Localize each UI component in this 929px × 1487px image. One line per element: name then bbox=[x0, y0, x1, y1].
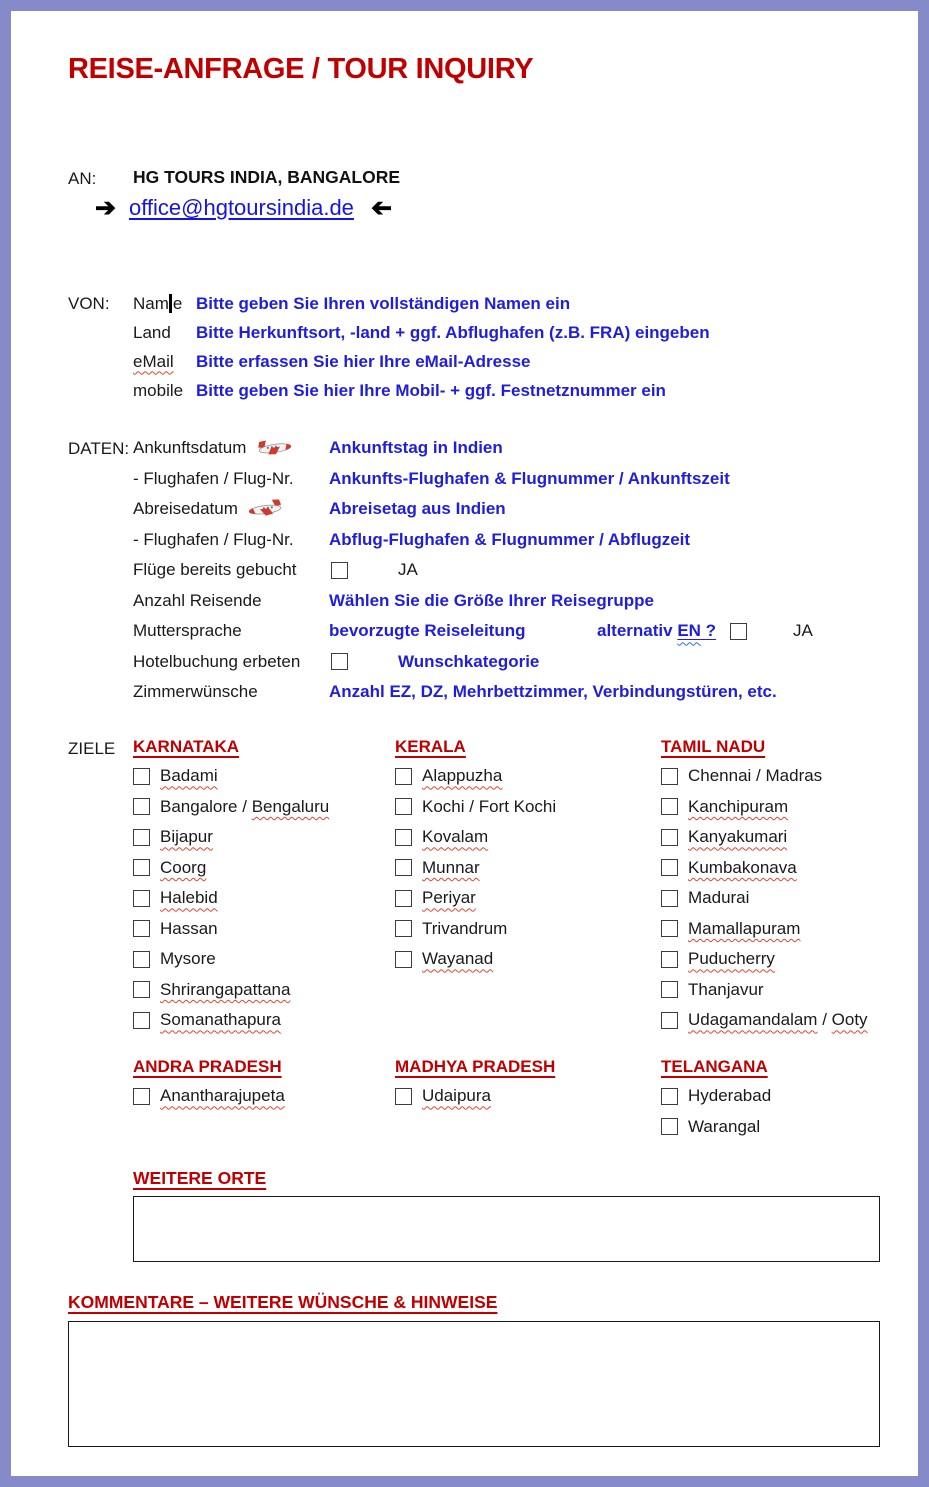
misspelled-word: Anantharajupeta bbox=[160, 1086, 285, 1106]
daten-row bbox=[133, 555, 813, 586]
misspelled-word: Bengaluru bbox=[251, 796, 330, 816]
checkbox[interactable] bbox=[395, 768, 412, 785]
field-label-text: - Flughafen / Flug-Nr. bbox=[133, 529, 294, 549]
checkbox[interactable] bbox=[730, 623, 747, 640]
misspelled-word: Kumbakonava bbox=[688, 857, 797, 877]
checkbox[interactable] bbox=[133, 951, 150, 968]
field-label-text: Zimmerwünsche bbox=[133, 682, 258, 702]
section-label-ziele: ZIELE bbox=[68, 739, 116, 758]
destinations-band-2 bbox=[133, 1057, 923, 1167]
weitere-orte-heading: WEITERE ORTE bbox=[133, 1168, 267, 1188]
alt-term: EN ? bbox=[677, 621, 717, 641]
checkbox[interactable] bbox=[661, 768, 678, 785]
destination-group bbox=[661, 1057, 919, 1142]
alt-term-word: EN bbox=[677, 621, 701, 641]
field-label-text: Flüge bereits gebucht bbox=[133, 560, 297, 580]
destination-group-header: MADHYA PRADESH bbox=[395, 1057, 556, 1076]
misspelled-word: Wayanad bbox=[422, 949, 494, 969]
destination-label bbox=[422, 858, 480, 878]
word: Chennai / Madras bbox=[688, 766, 823, 786]
checkbox[interactable] bbox=[661, 1012, 678, 1029]
destination-group-header: TAMIL NADU bbox=[661, 737, 766, 756]
checkbox[interactable] bbox=[661, 890, 678, 907]
yes-label: JA bbox=[398, 560, 418, 580]
field-hint: Wählen Sie die Größe Ihrer Reisegruppe bbox=[329, 590, 654, 610]
checkbox[interactable] bbox=[395, 859, 412, 876]
checkbox[interactable] bbox=[395, 798, 412, 815]
checkbox[interactable] bbox=[133, 890, 150, 907]
checkbox[interactable] bbox=[133, 798, 150, 815]
field-label bbox=[133, 682, 329, 702]
field-hint: Abreisetag aus Indien bbox=[329, 499, 506, 519]
destination-label bbox=[688, 858, 797, 878]
field-hint: Bitte geben Sie hier Ihre Mobil- + ggf. Festnetznummer ein bbox=[196, 380, 666, 400]
destination-label bbox=[688, 980, 764, 1000]
misspelled-word: Coorg bbox=[160, 857, 207, 877]
checkbox[interactable] bbox=[661, 951, 678, 968]
alt-language bbox=[597, 621, 716, 641]
checkbox[interactable] bbox=[133, 920, 150, 937]
arrow-left-icon: ➔ bbox=[370, 193, 392, 222]
von-row bbox=[133, 347, 710, 376]
field-label bbox=[133, 469, 329, 489]
destination-label bbox=[422, 949, 493, 969]
daten-rows bbox=[133, 433, 813, 708]
misspelled-word: Badami bbox=[160, 766, 218, 786]
daten-row bbox=[133, 525, 813, 556]
checkbox[interactable] bbox=[133, 1012, 150, 1029]
checkbox[interactable] bbox=[395, 920, 412, 937]
destination-item bbox=[395, 944, 653, 975]
field-label: Land bbox=[133, 322, 171, 342]
daten-row bbox=[133, 647, 813, 678]
destination-item bbox=[133, 853, 391, 884]
daten-row bbox=[133, 677, 813, 708]
destination-item bbox=[395, 1081, 653, 1112]
field-label-text: Muttersprache bbox=[133, 621, 242, 641]
text-cursor bbox=[169, 294, 172, 313]
checkbox[interactable] bbox=[661, 981, 678, 998]
field-hint: bevorzugte Reiseleitung bbox=[329, 621, 526, 641]
destination-item bbox=[661, 944, 919, 975]
word: Hassan bbox=[160, 918, 218, 938]
destination-item bbox=[661, 914, 919, 945]
field-label-text: Abreisedatum bbox=[133, 499, 238, 519]
field-hint: Ankunftstag in Indien bbox=[329, 438, 503, 458]
von-row bbox=[133, 376, 710, 405]
checkbox[interactable] bbox=[661, 859, 678, 876]
destination-label bbox=[160, 949, 216, 969]
von-row bbox=[133, 289, 710, 318]
destination-item bbox=[661, 883, 919, 914]
field-label-text: Hotelbuchung erbeten bbox=[133, 651, 301, 671]
checkbox[interactable] bbox=[133, 829, 150, 846]
recipient-label: AN: bbox=[68, 169, 97, 188]
destination-group-header: TELANGANA bbox=[661, 1057, 768, 1076]
misspelled-word: Bijapur bbox=[160, 827, 213, 847]
destination-item bbox=[133, 792, 391, 823]
misspelled-word: Kanchipuram bbox=[688, 796, 789, 816]
checkbox[interactable] bbox=[661, 920, 678, 937]
destinations-band-1 bbox=[133, 737, 923, 1047]
misspelled-word: Kanyakumari bbox=[688, 827, 788, 847]
word: Warangal bbox=[688, 1116, 761, 1136]
kommentare-textbox[interactable] bbox=[68, 1321, 880, 1447]
misspelled-word: Munnar bbox=[422, 857, 480, 877]
von-rows bbox=[133, 289, 710, 405]
destination-item bbox=[133, 1005, 391, 1036]
destination-item bbox=[133, 975, 391, 1006]
destination-item bbox=[661, 853, 919, 884]
field-hint: Bitte Herkunftsort, -land + ggf. Abflughafen (z.B. FRA) eingeben bbox=[196, 322, 710, 342]
word: Thanjavur bbox=[688, 979, 764, 999]
daten-row bbox=[133, 586, 813, 617]
destination-label bbox=[688, 949, 775, 969]
recipient-name: HG TOURS INDIA, BANGALORE bbox=[133, 167, 401, 187]
misspelled-word: Periyar bbox=[422, 888, 476, 908]
field-label: eMail bbox=[133, 351, 174, 371]
field-hint: Ankunfts-Flughafen & Flugnummer / Ankunftszeit bbox=[329, 468, 730, 488]
daten-row bbox=[133, 464, 813, 495]
destination-item bbox=[661, 822, 919, 853]
destination-label bbox=[160, 827, 213, 847]
checkbox[interactable] bbox=[133, 859, 150, 876]
checkbox[interactable] bbox=[395, 829, 412, 846]
checkbox[interactable] bbox=[661, 798, 678, 815]
yes-label: JA bbox=[793, 621, 813, 641]
destination-label bbox=[422, 919, 507, 939]
email-link[interactable]: office@hgtoursindia.de bbox=[128, 195, 354, 220]
kommentare-heading: KOMMENTARE – WEITERE WÜNSCHE & HINWEISE bbox=[68, 1292, 498, 1312]
destination-label bbox=[422, 1086, 491, 1106]
destination-label bbox=[160, 797, 329, 817]
destination-item bbox=[395, 761, 653, 792]
field-label-text: - Flughafen / Flug-Nr. bbox=[133, 468, 294, 488]
destination-item bbox=[133, 944, 391, 975]
misspelled-word: Puducherry bbox=[688, 949, 775, 969]
word: Madurai bbox=[688, 888, 750, 908]
field-label bbox=[133, 621, 329, 641]
destination-label bbox=[688, 1117, 760, 1137]
checkbox[interactable] bbox=[395, 890, 412, 907]
destination-item bbox=[395, 914, 653, 945]
destination-label bbox=[688, 1086, 771, 1106]
misspelled-word: Ooty bbox=[831, 1010, 868, 1030]
daten-row bbox=[133, 616, 813, 647]
destination-group bbox=[133, 737, 391, 1036]
checkbox[interactable] bbox=[133, 768, 150, 785]
checkbox[interactable] bbox=[661, 829, 678, 846]
destination-item bbox=[661, 1081, 919, 1112]
destination-item bbox=[133, 1081, 391, 1112]
page-title: REISE-ANFRAGE / TOUR INQUIRY bbox=[68, 53, 534, 85]
weitere-orte-textbox[interactable] bbox=[133, 1196, 880, 1262]
destination-label bbox=[688, 1010, 868, 1030]
misspelled-word: Alappuzha bbox=[422, 766, 503, 786]
destination-group bbox=[661, 737, 919, 1036]
field-label bbox=[133, 560, 329, 580]
field-hint: Bitte erfassen Sie hier Ihre eMail-Adresse bbox=[196, 351, 531, 371]
checkbox[interactable] bbox=[395, 951, 412, 968]
checkbox[interactable] bbox=[133, 1088, 150, 1105]
destination-label bbox=[422, 827, 488, 847]
destination-item bbox=[133, 761, 391, 792]
destination-item bbox=[661, 1112, 919, 1143]
destination-group-header: KERALA bbox=[395, 737, 466, 756]
destination-label bbox=[160, 1086, 285, 1106]
destination-item bbox=[133, 914, 391, 945]
checkbox[interactable] bbox=[133, 981, 150, 998]
word: Mysore bbox=[160, 949, 216, 969]
destination-label bbox=[422, 888, 476, 908]
field-label bbox=[133, 652, 329, 672]
word: Bangalore / bbox=[160, 796, 252, 816]
destination-item bbox=[395, 883, 653, 914]
plane-departure-icon bbox=[248, 499, 284, 519]
von-row bbox=[133, 318, 710, 347]
destination-label bbox=[688, 888, 749, 908]
field-label bbox=[133, 438, 329, 458]
destination-label bbox=[422, 766, 502, 786]
misspelled-word: Udaipura bbox=[422, 1086, 491, 1106]
destination-group bbox=[395, 737, 653, 975]
destination-item bbox=[395, 792, 653, 823]
field-label bbox=[133, 499, 329, 519]
destination-label bbox=[160, 888, 218, 908]
email-row bbox=[95, 195, 392, 221]
destination-item bbox=[395, 853, 653, 884]
destination-item bbox=[661, 761, 919, 792]
destination-group-header: ANDRA PRADESH bbox=[133, 1057, 282, 1076]
misspelled-word: Kovalam bbox=[422, 827, 489, 847]
field-hint: Anzahl EZ, DZ, Mehrbettzimmer, Verbindungstüren, etc. bbox=[329, 682, 777, 702]
destination-item bbox=[133, 883, 391, 914]
destination-item bbox=[661, 1005, 919, 1036]
field-label bbox=[133, 530, 329, 550]
destination-label bbox=[160, 766, 218, 786]
checkbox[interactable] bbox=[331, 562, 348, 579]
field-hint: Bitte geben Sie Ihren vollständigen Namen ein bbox=[196, 293, 571, 313]
checkbox[interactable] bbox=[331, 653, 348, 670]
word: / bbox=[817, 1010, 832, 1030]
field-label bbox=[133, 591, 329, 611]
daten-row bbox=[133, 433, 813, 464]
section-label-von: VON: bbox=[68, 294, 110, 313]
misspelled-word: Halebid bbox=[160, 888, 218, 908]
word: Kochi / Fort Kochi bbox=[422, 796, 557, 816]
destination-group bbox=[133, 1057, 391, 1112]
destination-item bbox=[661, 975, 919, 1006]
checkbox[interactable] bbox=[395, 1088, 412, 1105]
field-label: mobile bbox=[133, 380, 184, 400]
misspelled-word: Udagamandalam bbox=[688, 1010, 818, 1030]
misspelled-word: Shrirangapattana bbox=[160, 979, 291, 999]
word: Hyderabad bbox=[688, 1086, 772, 1106]
field-label: Nam e bbox=[133, 293, 183, 313]
field-label-text: Ankunftsdatum bbox=[133, 438, 247, 458]
destination-group bbox=[395, 1057, 653, 1112]
destination-label bbox=[688, 797, 788, 817]
word: Trivandrum bbox=[422, 918, 508, 938]
destination-label bbox=[688, 919, 800, 939]
destination-label bbox=[422, 797, 556, 817]
destination-item bbox=[661, 792, 919, 823]
checkbox[interactable] bbox=[661, 1118, 678, 1135]
field-hint: Wunschkategorie bbox=[398, 651, 540, 671]
destination-item bbox=[133, 822, 391, 853]
daten-row bbox=[133, 494, 813, 525]
alt-prefix: alternativ bbox=[597, 621, 678, 641]
checkbox[interactable] bbox=[661, 1088, 678, 1105]
field-hint: Abflug-Flughafen & Flugnummer / Abflugzeit bbox=[329, 529, 691, 549]
destination-group-header: KARNATAKA bbox=[133, 737, 240, 756]
destination-item bbox=[395, 822, 653, 853]
destination-label bbox=[160, 1010, 281, 1030]
misspelled-word: Mamallapuram bbox=[688, 918, 801, 938]
plane-arrival-icon bbox=[256, 438, 292, 458]
destination-label bbox=[160, 980, 290, 1000]
misspelled-word: Somanathapura bbox=[160, 1010, 281, 1030]
destination-label bbox=[688, 766, 822, 786]
destination-label bbox=[160, 858, 206, 878]
field-label-text: Anzahl Reisende bbox=[133, 590, 262, 610]
destination-label bbox=[160, 919, 218, 939]
arrow-right-icon: ➔ bbox=[95, 193, 116, 222]
destination-label bbox=[688, 827, 787, 847]
section-label-daten: DATEN: bbox=[68, 439, 130, 458]
